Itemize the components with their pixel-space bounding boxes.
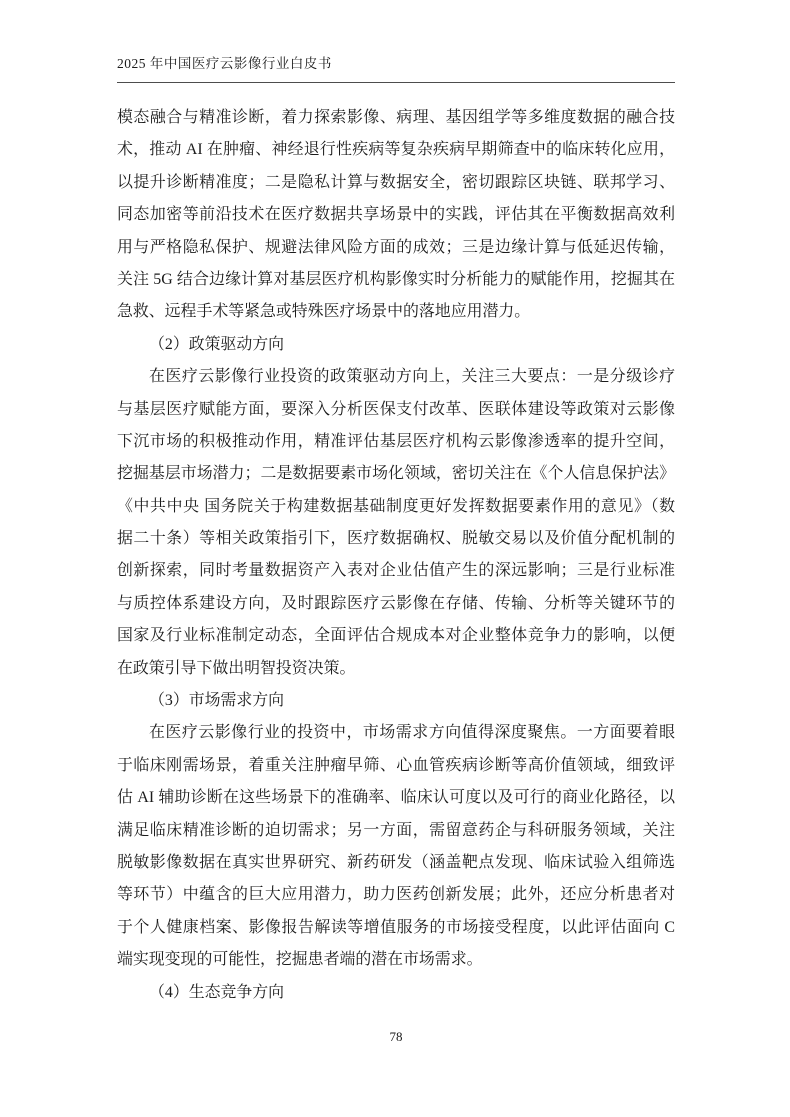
text-line: 创新探索，同时考量数据资产入表对企业估值产生的深远影响；三是行业标准 bbox=[117, 562, 675, 580]
text-line: 术，推动 AI 在肿瘤、神经退行性疾病等复杂疾病早期筛查中的临床转化应用， bbox=[117, 141, 675, 159]
page-number: 78 bbox=[389, 1029, 403, 1044]
text-line: 脱敏影像数据在真实世界研究、新药研发（涵盖靶点发现、临床试验入组筛选 bbox=[117, 853, 675, 871]
section-heading: （3）市场需求方向 bbox=[149, 692, 285, 710]
text-line: 国家及行业标准制定动态，全面评估合规成本对企业整体竞争力的影响，以便 bbox=[117, 627, 675, 645]
body-paragraph bbox=[117, 717, 675, 976]
text-line: 于个人健康档案、影像报告解读等增值服务的市场接受程度，以此评估面向 C bbox=[117, 918, 675, 936]
text-line: 以提升诊断精准度；二是隐私计算与数据安全，密切跟踪区块链、联邦学习、 bbox=[117, 173, 675, 191]
section-heading: （4）生态竞争方向 bbox=[149, 983, 285, 1001]
text-line: 与质控体系建设方向，及时跟踪医疗云影像在存储、传输、分析等关键环节的 bbox=[117, 594, 675, 612]
text-line: 用与严格隐私保护、规避法律风险方面的成效；三是边缘计算与低延迟传输， bbox=[117, 238, 675, 256]
text-line: 端实现变现的可能性，挖掘患者端的潜在市场需求。 bbox=[117, 951, 483, 969]
text-line: 关注 5G 结合边缘计算对基层医疗机构影像实时分析能力的赋能作用，挖掘其在 bbox=[117, 270, 675, 288]
text-line: 急救、远程手术等紧急或特殊医疗场景中的落地应用潜力。 bbox=[117, 303, 531, 321]
text-line: 在政策引导下做出明智投资决策。 bbox=[117, 659, 356, 677]
text-line: 在医疗云影像行业的投资中，市场需求方向值得深度聚焦。一方面要着眼 bbox=[149, 724, 675, 742]
text-line: 估 AI 辅助诊断在这些场景下的准确率、临床认可度以及可行的商业化路径，以 bbox=[117, 789, 675, 807]
text-line: 下沉市场的积极推动作用，精准评估基层医疗机构云影像渗透率的提升空间， bbox=[117, 432, 675, 450]
text-line: 满足临床精准诊断的迫切需求；另一方面，需留意药企与科研服务领域，关注 bbox=[117, 821, 675, 839]
text-line: 模态融合与精准诊断，着力探索影像、病理、基因组学等多维度数据的融合技 bbox=[117, 109, 675, 126]
text-line: 据二十条）等相关政策指引下，医疗数据确权、脱敏交易以及价值分配机制的 bbox=[117, 530, 675, 548]
text-line: 等环节）中蕴含的巨大应用潜力，助力医药创新发展；此外，还应分析患者对 bbox=[117, 886, 675, 904]
text-line: 于临床刚需场景，着重关注肿瘤早筛、心血管疾病诊断等高价值领域，细致评 bbox=[117, 756, 675, 774]
text-line: 《中共中央 国务院关于构建数据基础制度更好发挥数据要素作用的意见》（数 bbox=[117, 497, 675, 515]
body-paragraph bbox=[117, 361, 675, 685]
content bbox=[117, 102, 675, 1009]
body-paragraph bbox=[117, 102, 675, 329]
page-body bbox=[117, 0, 675, 1009]
document-title: 2025 年中国医疗云影像行业白皮书 bbox=[117, 56, 332, 71]
text-line: 在医疗云影像行业投资的政策驱动方向上，关注三大要点：一是分级诊疗 bbox=[149, 368, 675, 386]
text-line: 挖掘基层市场潜力；二是数据要素市场化领域，密切关注在《个人信息保护法》 bbox=[117, 465, 675, 483]
running-header bbox=[117, 55, 675, 83]
section-heading: （2）政策驱动方向 bbox=[149, 335, 285, 353]
text-line: 与基层医疗赋能方面，要深入分析医保支付改革、医联体建设等政策对云影像 bbox=[117, 400, 675, 418]
text-line: 同态加密等前沿技术在医疗数据共享场景中的实践，评估其在平衡数据高效利 bbox=[117, 206, 675, 224]
page-footer bbox=[117, 1028, 675, 1046]
